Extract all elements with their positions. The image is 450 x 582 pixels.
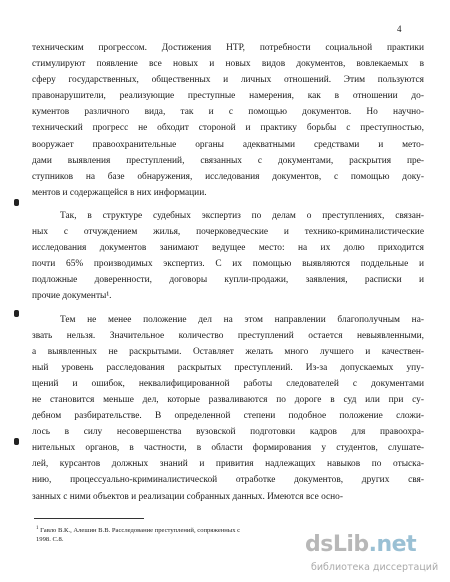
text-line: а выявленных не раскрытыми. Оставляет желать много лучшего и качествен- — [32, 346, 424, 357]
text-line: сферу государственных, общественных и личных отношений. Этим пользуются — [32, 75, 424, 86]
text-line: нию, процессуально-криминалистической отработке документов, других свя- — [32, 475, 424, 486]
text-line: ных с отчуждением жилья, почерковедческие и технико-криминалистические — [32, 227, 424, 238]
text-line: кументов различного вида, так и с помощью документов. Но научно- — [32, 107, 424, 118]
footnote-text: Гавло В.К., Алешин В.В. Расследование преступлений, сопряженных с — [40, 527, 241, 535]
scan-mark — [14, 199, 19, 206]
paragraph-3 — [32, 312, 424, 505]
text-line: исследования документов занимают ведущее место: на их долю приходится — [32, 243, 424, 254]
page-number: 4 — [397, 24, 402, 34]
text-line: вооружает правоохранительные органы адекватными средствами и мето- — [32, 139, 424, 150]
watermark-logo — [305, 532, 416, 557]
text-line: не становится меньше дел, которые разваливаются по дороге в суд или при су- — [32, 394, 424, 405]
footnote-divider — [34, 518, 144, 519]
footnote-line — [36, 524, 296, 535]
watermark-subtitle: библиотека диссертаций — [311, 562, 439, 573]
text-line: щений и ошибок, неквалифицированной работы следователей с документами — [32, 378, 424, 389]
watermark-logo-tld: .net — [368, 532, 417, 557]
scan-mark — [14, 438, 19, 445]
text-line: занных с ними объектов и реализации собранных данных. Имеются все осно- — [32, 491, 343, 502]
text-line: правонарушители, реализующие преступные намерения, как в отношении до- — [32, 91, 424, 102]
text-line: дами выявления преступлений, связанных с документами, раскрытия пре- — [32, 155, 424, 166]
text-line: почти 65% производимых экспертиз. С их помощью выявляются поддельные и — [32, 259, 424, 270]
scan-mark — [14, 310, 19, 317]
text-line: ступников на базе обнаружения, исследования документов, с помощью доку- — [32, 171, 424, 182]
text-line: техническим прогрессом. Достижения НТР, потребности социальной практики — [32, 43, 424, 53]
text-line: стимулируют появление все новых и новых видов документов, вовлекаемых в — [32, 59, 424, 70]
text-line: ментов и содержащейся в них информации. — [32, 187, 207, 198]
body-text — [32, 40, 424, 505]
paragraph-1 — [32, 40, 424, 201]
text-line: технический прогресс не обходит стороной и практику борьбы с преступностью, — [32, 123, 424, 134]
footnote-marker: 1 — [36, 526, 39, 531]
text-line: прочие документы¹. — [32, 291, 112, 302]
text-line: Так, в структуре судебных экспертиз по делам о преступлениях, связан- — [60, 210, 424, 221]
text-line: дебном разбирательстве. В определенной степени подобное положение сложи- — [32, 411, 424, 422]
text-line: лось в силу несовершенства вузовской подготовки кадров для правоохра- — [32, 427, 424, 438]
paragraph-2 — [32, 208, 424, 305]
text-line: Тем не менее положение дел на этом направлении благополучным на- — [60, 314, 424, 325]
watermark — [305, 528, 450, 578]
text-line: нительных органов, в частности, в области формирования у студентов, слушате- — [32, 443, 424, 454]
text-line: подложные доверенности, договоры купли-продажи, заявления, расписки и — [32, 275, 424, 286]
footnote-line: 1998. С.8. — [36, 536, 64, 544]
text-line: ный уровень расследования раскрытых преступлений. Из-за допускаемых упу- — [32, 362, 424, 373]
footnote — [36, 524, 296, 544]
text-line: лей, курсантов должных знаний и привития надлежащих навыков по отыскa- — [32, 459, 424, 470]
watermark-logo-main: dsLib — [305, 532, 369, 557]
text-line: звать нельзя. Значительное количество преступлений остается невыявленными, — [32, 330, 424, 341]
